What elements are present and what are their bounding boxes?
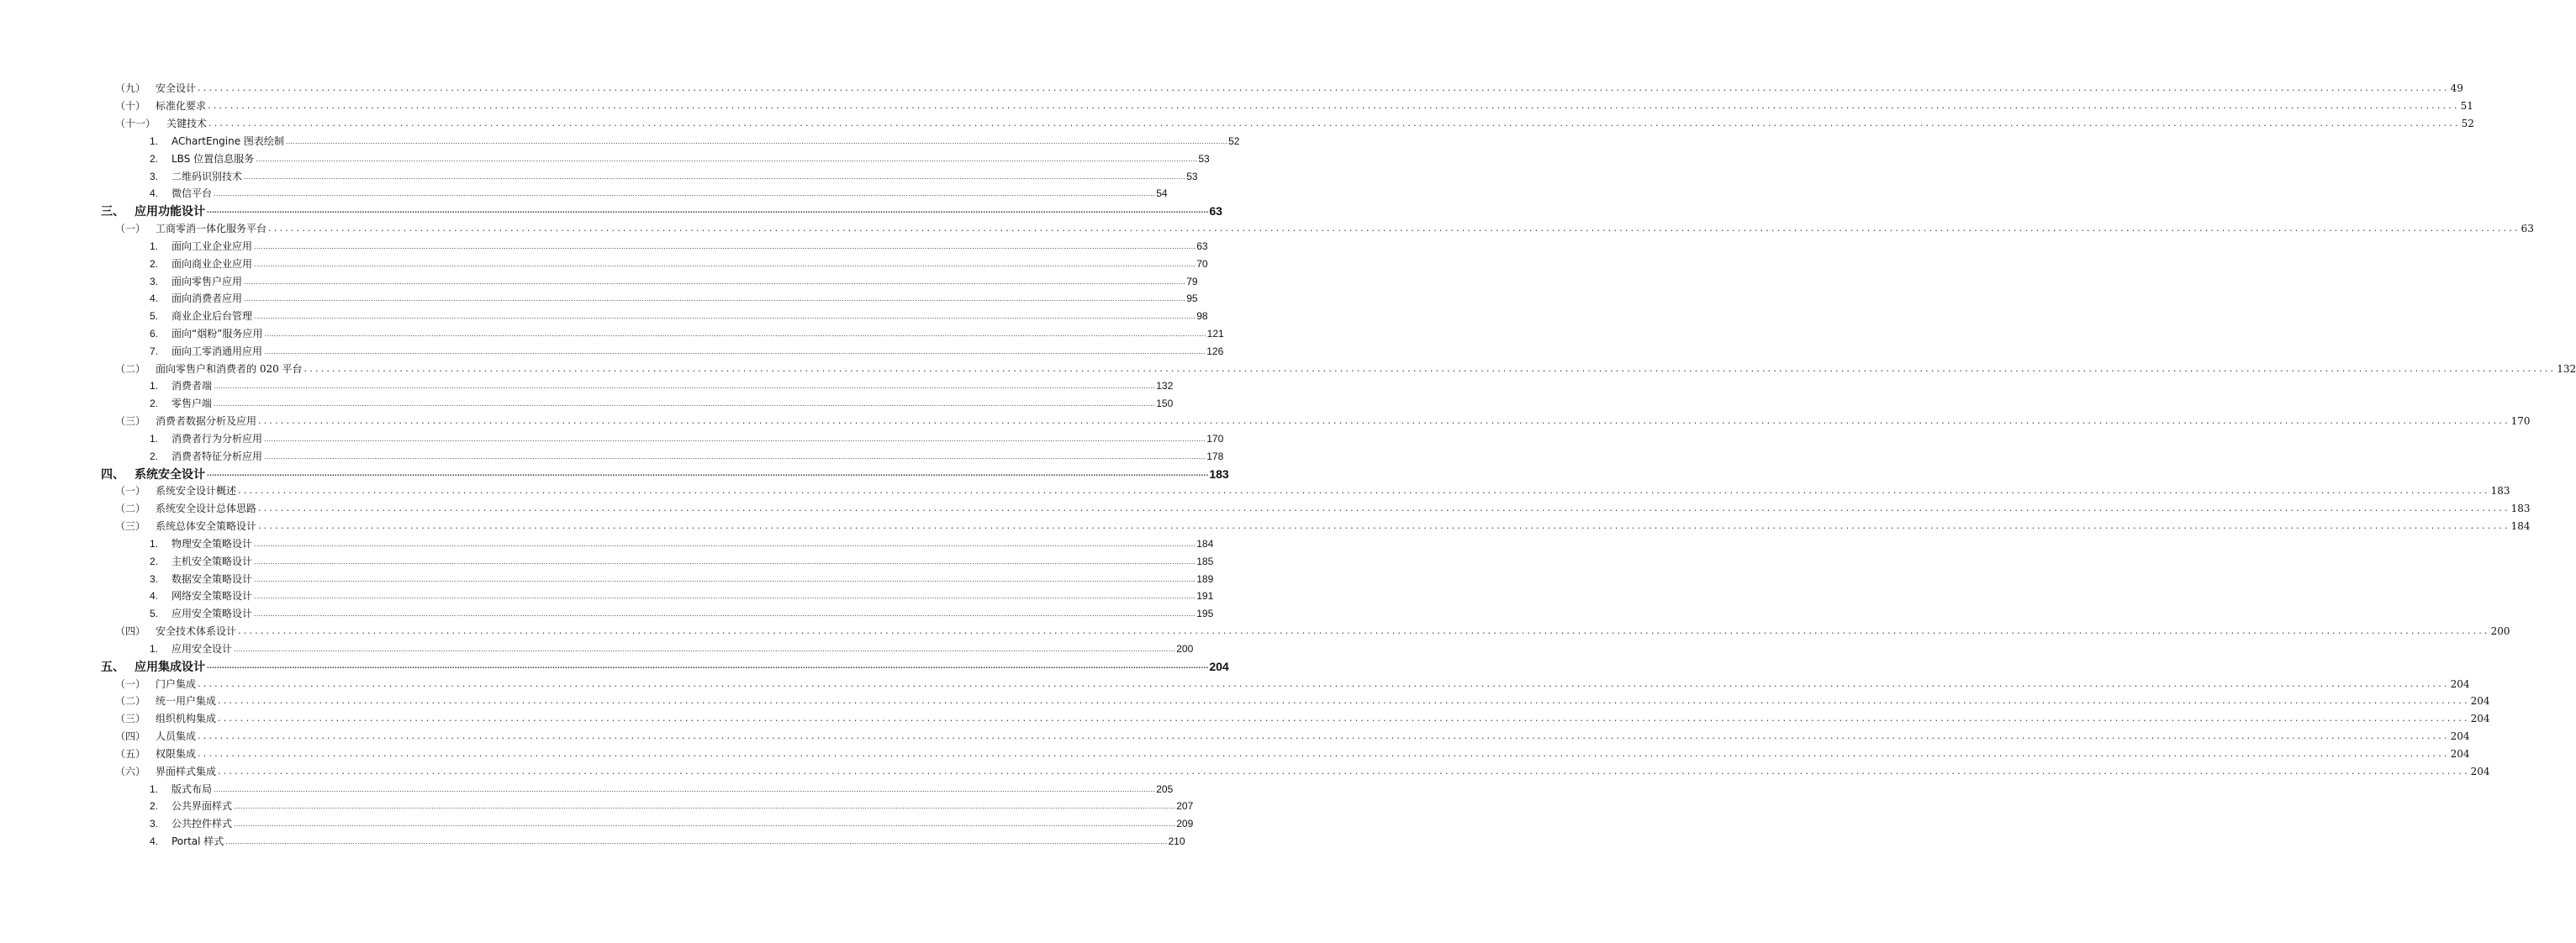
toc-entry-title: 统一用户集成 bbox=[156, 695, 217, 708]
toc-entry-body bbox=[156, 518, 2531, 535]
toc-entry-number: （四） bbox=[115, 625, 146, 638]
toc-entry-body bbox=[156, 728, 2470, 745]
dot-leader: ................................................................................................................................................................................................................................................................................................................................................................................................................ bbox=[218, 713, 2470, 724]
toc-entry-page: 200 bbox=[2490, 625, 2510, 638]
toc-entry-title: 界面样式集成 bbox=[156, 765, 217, 777]
toc-entry[interactable] bbox=[0, 552, 1214, 570]
toc-entry-number: （十一） bbox=[115, 118, 156, 130]
dot-leader: ................................................................................................................................................................................................................................................................................................................................................................................................................ bbox=[208, 100, 2460, 112]
toc-entry-page: 204 bbox=[2450, 677, 2470, 690]
toc-entry-title: 面向“烟粉”服务应用 bbox=[172, 328, 263, 340]
toc-entry-body bbox=[172, 833, 1185, 850]
toc-entry-body bbox=[172, 781, 1174, 798]
toc-entry-number: （十） bbox=[115, 100, 146, 113]
toc-entry-body bbox=[172, 640, 1194, 657]
dot-leader: ................................................................................................................................................................................................................................................................................................................................................................................................................ bbox=[207, 206, 1209, 216]
dot-leader: ................................................................................................................................................................................................................................................................................................................................................................................................................ bbox=[264, 329, 1206, 338]
toc-entry-title: 二维码识别技术 bbox=[172, 170, 243, 182]
toc-entry-body bbox=[156, 361, 2576, 377]
toc-entry-number: 4. bbox=[150, 835, 159, 848]
toc-entry[interactable] bbox=[0, 255, 1208, 272]
dot-leader: ................................................................................................................................................................................................................................................................................................................................................................................................................ bbox=[244, 294, 1186, 303]
toc-entry-number: （九） bbox=[115, 82, 146, 95]
toc-entry-title: 标准化要求 bbox=[156, 100, 207, 113]
toc-entry[interactable] bbox=[0, 237, 1208, 255]
dot-leader: ................................................................................................................................................................................................................................................................................................................................................................................................................ bbox=[218, 765, 2470, 777]
toc-entry-number: 三、 bbox=[101, 204, 124, 219]
toc-entry-page: 132 bbox=[1156, 380, 1174, 392]
toc-entry-title: 权限集成 bbox=[156, 747, 197, 760]
toc-entry-page: 53 bbox=[1198, 152, 1210, 165]
toc-entry-body bbox=[156, 745, 2470, 762]
toc-entry-number: （五） bbox=[115, 747, 146, 760]
dot-leader: ................................................................................................................................................................................................................................................................................................................................................................................................................ bbox=[254, 592, 1196, 601]
dot-leader: ................................................................................................................................................................................................................................................................................................................................................................................................................ bbox=[238, 485, 2490, 497]
toc-entry-title: 面向商业企业应用 bbox=[172, 257, 253, 270]
dot-leader: ................................................................................................................................................................................................................................................................................................................................................................................................................ bbox=[234, 819, 1176, 829]
toc-entry-number: 1. bbox=[150, 537, 159, 550]
table-of-contents bbox=[0, 80, 2576, 850]
toc-entry-number: 四、 bbox=[101, 466, 124, 481]
dot-leader: ................................................................................................................................................................................................................................................................................................................................................................................................................ bbox=[285, 136, 1228, 145]
toc-entry-title: 公共控件样式 bbox=[172, 818, 233, 830]
toc-entry[interactable] bbox=[0, 518, 2531, 535]
toc-entry-page: 63 bbox=[2521, 223, 2534, 235]
toc-entry[interactable] bbox=[0, 150, 1210, 167]
toc-entry-title: 工商零消一体化服务平台 bbox=[156, 223, 267, 235]
dot-leader: ................................................................................................................................................................................................................................................................................................................................................................................................................ bbox=[254, 574, 1196, 583]
toc-entry-title: AChartEngine 图表绘制 bbox=[172, 134, 284, 147]
toc-entry[interactable] bbox=[0, 132, 1240, 150]
toc-entry-number: 1. bbox=[150, 642, 159, 655]
toc-entry-number: （三） bbox=[115, 415, 146, 428]
toc-entry-number: 4. bbox=[150, 590, 159, 603]
toc-entry-body bbox=[172, 798, 1194, 814]
toc-entry-body bbox=[172, 553, 1214, 570]
toc-entry-title: 应用集成设计 bbox=[135, 659, 205, 673]
toc-entry-title: 面向零售户应用 bbox=[172, 275, 243, 287]
toc-entry-number: （一） bbox=[115, 485, 146, 498]
toc-entry-body bbox=[172, 430, 1224, 447]
dot-leader: ................................................................................................................................................................................................................................................................................................................................................................................................................ bbox=[258, 415, 2510, 427]
toc-entry[interactable] bbox=[0, 325, 1224, 343]
toc-entry-body bbox=[156, 220, 2534, 237]
toc-entry-title: 面向消费者应用 bbox=[172, 292, 243, 305]
toc-entry-number: 1. bbox=[150, 380, 159, 392]
dot-leader: ................................................................................................................................................................................................................................................................................................................................................................................................................ bbox=[198, 82, 2450, 94]
toc-entry-number: 3. bbox=[150, 170, 159, 182]
toc-entry[interactable] bbox=[0, 815, 1194, 833]
toc-entry-body bbox=[156, 413, 2531, 429]
dot-leader: ................................................................................................................................................................................................................................................................................................................................................................................................................ bbox=[234, 644, 1176, 653]
toc-entry-page: 200 bbox=[1176, 642, 1194, 655]
toc-entry-title: 版式布局 bbox=[172, 782, 213, 795]
dot-leader: ................................................................................................................................................................................................................................................................................................................................................................................................................ bbox=[238, 625, 2490, 637]
toc-entry[interactable] bbox=[0, 675, 2470, 693]
toc-entry-title: 微信平台 bbox=[172, 187, 213, 200]
toc-entry-page: 189 bbox=[1196, 572, 1214, 585]
toc-entry-page: 121 bbox=[1206, 328, 1224, 340]
toc-entry[interactable] bbox=[0, 693, 2490, 710]
toc-entry-title: 商业企业后台管理 bbox=[172, 310, 253, 323]
toc-entry-page: 204 bbox=[2470, 765, 2490, 777]
toc-entry-number: （六） bbox=[115, 765, 146, 777]
dot-leader: ................................................................................................................................................................................................................................................................................................................................................................................................................ bbox=[254, 241, 1196, 250]
toc-entry-page: 204 bbox=[2470, 713, 2490, 725]
toc-entry-page: 150 bbox=[1156, 398, 1174, 410]
dot-leader: ................................................................................................................................................................................................................................................................................................................................................................................................................ bbox=[268, 223, 2521, 234]
dot-leader: ................................................................................................................................................................................................................................................................................................................................................................................................................ bbox=[198, 677, 2450, 689]
toc-entry-body bbox=[156, 97, 2473, 114]
toc-entry-body bbox=[156, 710, 2490, 727]
toc-entry-number: 1. bbox=[150, 240, 159, 252]
toc-entry-body bbox=[172, 238, 1208, 255]
toc-entry-title: 面向工业企业应用 bbox=[172, 240, 253, 252]
toc-entry-page: 183 bbox=[1209, 466, 1229, 481]
toc-entry-body bbox=[172, 168, 1198, 185]
toc-entry[interactable] bbox=[0, 833, 1185, 851]
toc-entry-title: 消费者特征分析应用 bbox=[172, 450, 263, 462]
toc-entry[interactable] bbox=[0, 342, 1224, 360]
dot-leader: ................................................................................................................................................................................................................................................................................................................................................................................................................ bbox=[198, 747, 2450, 759]
toc-entry-title: 零售户端 bbox=[172, 398, 213, 410]
toc-entry[interactable] bbox=[0, 413, 2531, 430]
toc-entry-number: 2. bbox=[150, 555, 159, 567]
toc-entry-number: 2. bbox=[150, 152, 159, 165]
toc-entry[interactable] bbox=[0, 97, 2473, 115]
toc-entry-number: 3. bbox=[150, 572, 159, 585]
toc-entry-number: 五、 bbox=[101, 659, 124, 673]
toc-entry[interactable] bbox=[0, 430, 1224, 448]
toc-entry-number: （二） bbox=[115, 362, 146, 375]
toc-entry[interactable] bbox=[0, 500, 2531, 518]
toc-entry-body bbox=[166, 115, 2474, 132]
toc-entry-title: 关键技术 bbox=[166, 118, 208, 130]
toc-entry[interactable] bbox=[0, 80, 2463, 97]
toc-entry[interactable] bbox=[0, 623, 2510, 640]
dot-leader: ................................................................................................................................................................................................................................................................................................................................................................................................................ bbox=[254, 609, 1196, 619]
toc-entry-title: 应用安全设计 bbox=[172, 642, 233, 655]
toc-entry-number: 5. bbox=[150, 608, 159, 620]
dot-leader: ................................................................................................................................................................................................................................................................................................................................................................................................................ bbox=[218, 695, 2470, 707]
toc-entry[interactable] bbox=[0, 640, 1194, 658]
toc-entry[interactable] bbox=[0, 203, 1222, 220]
dot-leader: ................................................................................................................................................................................................................................................................................................................................................................................................................ bbox=[256, 154, 1198, 163]
toc-entry-page: 52 bbox=[2461, 118, 2474, 130]
toc-entry[interactable] bbox=[0, 290, 1198, 308]
toc-entry[interactable] bbox=[0, 360, 2576, 377]
dot-leader: ................................................................................................................................................................................................................................................................................................................................................................................................................ bbox=[214, 189, 1156, 198]
toc-entry-number: 6. bbox=[150, 328, 159, 340]
toc-entry-title: 安全技术体系设计 bbox=[156, 625, 237, 638]
toc-entry-page: 49 bbox=[2450, 82, 2463, 95]
dot-leader: ................................................................................................................................................................................................................................................................................................................................................................................................................ bbox=[264, 346, 1206, 356]
toc-entry-page: 204 bbox=[1209, 659, 1229, 673]
toc-entry-page: 207 bbox=[1176, 800, 1194, 813]
dot-leader: ................................................................................................................................................................................................................................................................................................................................................................................................................ bbox=[198, 730, 2450, 742]
toc-entry-body bbox=[156, 500, 2531, 517]
toc-entry-title: 面向工零消通用应用 bbox=[172, 345, 263, 357]
toc-entry[interactable] bbox=[0, 798, 1194, 815]
dot-leader: ................................................................................................................................................................................................................................................................................................................................................................................................................ bbox=[258, 503, 2510, 514]
toc-entry-page: 204 bbox=[2450, 747, 2470, 760]
toc-entry-page: 178 bbox=[1206, 450, 1224, 462]
toc-entry-page: 184 bbox=[1196, 537, 1214, 550]
dot-leader: ................................................................................................................................................................................................................................................................................................................................................................................................................ bbox=[254, 312, 1196, 321]
toc-entry-number: （三） bbox=[115, 520, 146, 533]
toc-entry-body bbox=[156, 763, 2490, 780]
toc-entry-page: 63 bbox=[1196, 240, 1208, 252]
toc-entry-number: 3. bbox=[150, 275, 159, 287]
toc-entry-title: 消费者数据分析及应用 bbox=[156, 415, 257, 428]
toc-entry-body bbox=[135, 466, 1229, 482]
toc-entry-body bbox=[172, 571, 1214, 587]
dot-leader: ................................................................................................................................................................................................................................................................................................................................................................................................................ bbox=[254, 556, 1196, 566]
toc-entry-body bbox=[172, 273, 1198, 290]
toc-entry-page: 210 bbox=[1168, 835, 1185, 848]
dot-leader: ................................................................................................................................................................................................................................................................................................................................................................................................................ bbox=[304, 362, 2557, 374]
toc-entry-body bbox=[172, 535, 1214, 552]
toc-entry-title: 应用功能设计 bbox=[135, 204, 205, 219]
dot-leader: ................................................................................................................................................................................................................................................................................................................................................................................................................ bbox=[254, 259, 1196, 268]
toc-entry-title: 组织机构集成 bbox=[156, 713, 217, 725]
dot-leader: ................................................................................................................................................................................................................................................................................................................................................................................................................ bbox=[264, 434, 1206, 443]
toc-entry-number: 3. bbox=[150, 818, 159, 830]
dot-leader: ................................................................................................................................................................................................................................................................................................................................................................................................................ bbox=[258, 520, 2510, 532]
toc-entry-page: 79 bbox=[1186, 275, 1198, 287]
toc-entry[interactable] bbox=[0, 377, 1174, 395]
toc-entry-title: Portal 样式 bbox=[172, 835, 224, 848]
toc-entry-body bbox=[172, 150, 1210, 167]
toc-entry-title: LBS 位置信息服务 bbox=[172, 152, 255, 165]
toc-entry-body bbox=[172, 395, 1174, 412]
toc-entry-number: 4. bbox=[150, 292, 159, 305]
toc-entry-body bbox=[172, 133, 1240, 150]
toc-entry-body bbox=[172, 185, 1168, 202]
dot-leader: ................................................................................................................................................................................................................................................................................................................................................................................................................ bbox=[209, 118, 2461, 129]
toc-entry-number: 2. bbox=[150, 450, 159, 462]
toc-entry-page: 51 bbox=[2460, 100, 2473, 113]
toc-entry-page: 195 bbox=[1196, 608, 1214, 620]
toc-entry-page: 205 bbox=[1156, 782, 1174, 795]
toc-entry-body bbox=[172, 308, 1208, 324]
toc-entry-page: 204 bbox=[2470, 695, 2490, 708]
toc-entry-page: 183 bbox=[2490, 485, 2510, 498]
toc-entry[interactable] bbox=[0, 728, 2470, 745]
toc-entry-body bbox=[172, 587, 1214, 604]
toc-entry-page: 209 bbox=[1176, 818, 1194, 830]
toc-entry-number: （一） bbox=[115, 223, 146, 235]
toc-entry-body bbox=[135, 203, 1222, 219]
toc-entry-page: 191 bbox=[1196, 590, 1214, 603]
toc-entry[interactable] bbox=[0, 657, 1229, 675]
toc-entry-number: 1. bbox=[150, 134, 159, 147]
toc-entry[interactable] bbox=[0, 220, 2534, 238]
toc-entry[interactable] bbox=[0, 308, 1208, 325]
toc-entry-title: 系统安全设计概述 bbox=[156, 485, 237, 498]
toc-entry-page: 170 bbox=[1206, 432, 1224, 445]
toc-entry[interactable] bbox=[0, 465, 1229, 482]
toc-entry-page: 63 bbox=[1209, 204, 1222, 219]
toc-entry-title: 系统安全设计总体思路 bbox=[156, 503, 257, 515]
toc-entry-title: 消费者端 bbox=[172, 380, 213, 392]
toc-entry[interactable] bbox=[0, 115, 2474, 133]
toc-entry-page: 185 bbox=[1196, 555, 1214, 567]
toc-entry-page: 204 bbox=[2450, 730, 2470, 743]
dot-leader: ................................................................................................................................................................................................................................................................................................................................................................................................................ bbox=[254, 539, 1196, 548]
toc-entry-number: 1. bbox=[150, 782, 159, 795]
toc-entry[interactable] bbox=[0, 605, 1214, 623]
toc-entry-number: 2. bbox=[150, 800, 159, 813]
toc-entry-body bbox=[172, 605, 1214, 622]
dot-leader: ................................................................................................................................................................................................................................................................................................................................................................................................................ bbox=[214, 399, 1156, 408]
toc-entry[interactable] bbox=[0, 780, 1174, 798]
toc-entry-page: 126 bbox=[1206, 345, 1224, 357]
toc-entry-title: 系统安全设计 bbox=[135, 466, 205, 481]
toc-entry-title: 门户集成 bbox=[156, 677, 197, 690]
toc-entry-title: 网络安全策略设计 bbox=[172, 590, 253, 603]
toc-entry[interactable] bbox=[0, 185, 1168, 203]
toc-entry[interactable] bbox=[0, 762, 2490, 780]
toc-entry-page: 183 bbox=[2510, 503, 2531, 515]
toc-entry[interactable] bbox=[0, 710, 2490, 728]
toc-entry-page: 53 bbox=[1186, 170, 1198, 182]
toc-entry-title: 系统总体安全策略设计 bbox=[156, 520, 257, 533]
toc-entry-page: 54 bbox=[1156, 187, 1168, 200]
toc-entry-body bbox=[172, 343, 1224, 360]
toc-entry[interactable] bbox=[0, 395, 1174, 413]
toc-entry-body bbox=[172, 448, 1224, 465]
toc-entry-title: 面向零售户和消费者的 020 平台 bbox=[156, 362, 303, 375]
toc-entry-number: 5. bbox=[150, 310, 159, 323]
toc-entry-page: 70 bbox=[1196, 257, 1208, 270]
dot-leader: ................................................................................................................................................................................................................................................................................................................................................................................................................ bbox=[244, 277, 1186, 286]
dot-leader: ................................................................................................................................................................................................................................................................................................................................................................................................................ bbox=[207, 468, 1209, 478]
toc-entry-number: （三） bbox=[115, 713, 146, 725]
toc-entry-title: 人员集成 bbox=[156, 730, 197, 743]
dot-leader: ................................................................................................................................................................................................................................................................................................................................................................................................................ bbox=[244, 171, 1186, 181]
toc-entry-body bbox=[172, 290, 1198, 307]
toc-entry-number: （四） bbox=[115, 730, 146, 743]
dot-leader: ................................................................................................................................................................................................................................................................................................................................................................................................................ bbox=[234, 802, 1176, 811]
toc-entry-title: 安全设计 bbox=[156, 82, 197, 95]
toc-entry-number: 4. bbox=[150, 187, 159, 200]
toc-entry-body bbox=[156, 482, 2510, 499]
toc-entry-page: 170 bbox=[2510, 415, 2531, 428]
toc-entry-body bbox=[172, 815, 1194, 832]
toc-entry-number: 2. bbox=[150, 257, 159, 270]
toc-entry-number: （一） bbox=[115, 677, 146, 690]
toc-entry[interactable] bbox=[0, 535, 1214, 553]
dot-leader: ................................................................................................................................................................................................................................................................................................................................................................................................................ bbox=[225, 837, 1168, 846]
toc-entry-page: 184 bbox=[2510, 520, 2531, 533]
dot-leader: ................................................................................................................................................................................................................................................................................................................................................................................................................ bbox=[207, 661, 1209, 671]
toc-entry-title: 公共界面样式 bbox=[172, 800, 233, 813]
toc-entry[interactable] bbox=[0, 745, 2470, 762]
toc-entry-body bbox=[135, 658, 1229, 675]
toc-entry-body bbox=[172, 256, 1208, 272]
toc-entry-number: 1. bbox=[150, 432, 159, 445]
dot-leader: ................................................................................................................................................................................................................................................................................................................................................................................................................ bbox=[214, 784, 1156, 793]
toc-entry-page: 95 bbox=[1186, 292, 1198, 305]
toc-entry-number: （二） bbox=[115, 695, 146, 708]
toc-entry-title: 应用安全策略设计 bbox=[172, 608, 253, 620]
toc-entry-body bbox=[172, 325, 1224, 342]
toc-entry-body bbox=[156, 80, 2463, 97]
toc-entry[interactable] bbox=[0, 587, 1214, 605]
toc-entry[interactable] bbox=[0, 167, 1198, 185]
toc-entry-page: 132 bbox=[2557, 362, 2576, 375]
dot-leader: ................................................................................................................................................................................................................................................................................................................................................................................................................ bbox=[264, 451, 1206, 461]
toc-entry-body bbox=[172, 377, 1174, 394]
toc-entry-title: 数据安全策略设计 bbox=[172, 572, 253, 585]
toc-entry-page: 52 bbox=[1228, 134, 1240, 147]
toc-entry[interactable] bbox=[0, 447, 1224, 465]
toc-entry[interactable] bbox=[0, 570, 1214, 587]
toc-entry-body bbox=[156, 676, 2470, 693]
toc-entry-title: 物理安全策略设计 bbox=[172, 537, 253, 550]
toc-entry-body bbox=[156, 623, 2510, 640]
toc-entry-title: 主机安全策略设计 bbox=[172, 555, 253, 567]
toc-entry-number: （二） bbox=[115, 503, 146, 515]
toc-entry-number: 2. bbox=[150, 398, 159, 410]
toc-entry[interactable] bbox=[0, 482, 2510, 500]
toc-entry-title: 消费者行为分析应用 bbox=[172, 432, 263, 445]
dot-leader: ................................................................................................................................................................................................................................................................................................................................................................................................................ bbox=[214, 382, 1156, 391]
toc-entry-page: 98 bbox=[1196, 310, 1208, 323]
toc-entry[interactable] bbox=[0, 272, 1198, 290]
toc-entry-body bbox=[156, 693, 2490, 709]
toc-entry-number: 7. bbox=[150, 345, 159, 357]
